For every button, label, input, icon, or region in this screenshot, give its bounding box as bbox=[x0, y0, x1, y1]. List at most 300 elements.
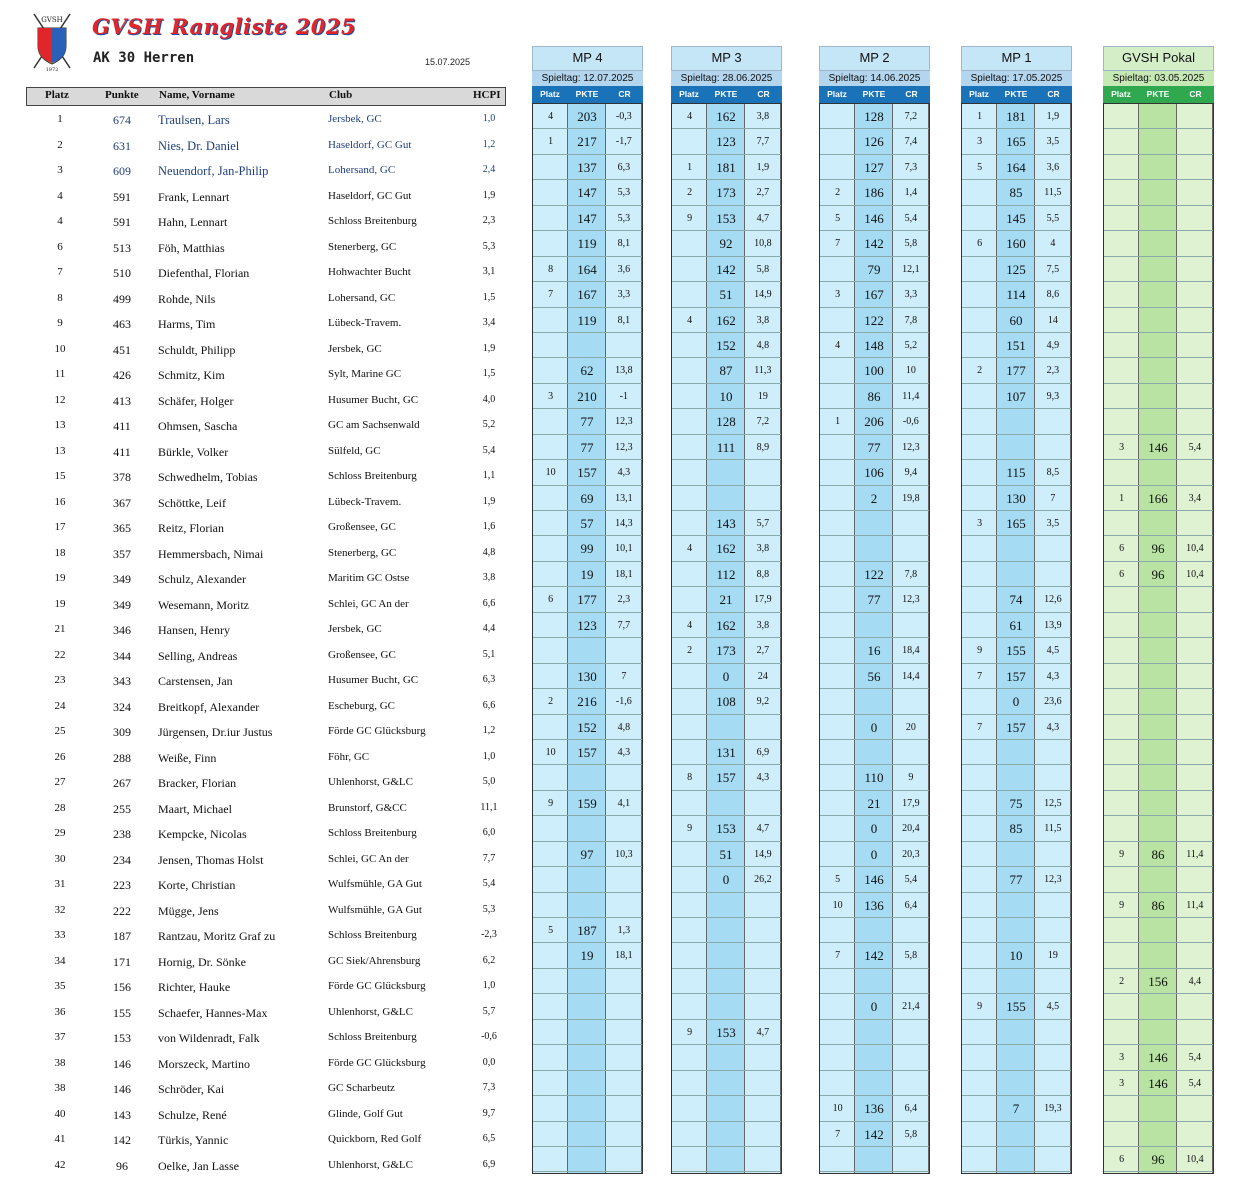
event-row bbox=[1104, 791, 1213, 816]
event-pkte-cell: 167 bbox=[577, 287, 597, 303]
event-platz-cell bbox=[962, 740, 997, 764]
event-pkte-cell: 156 bbox=[1148, 973, 1168, 989]
event-platz-cell bbox=[533, 486, 568, 510]
event-cr-cell: 19,8 bbox=[902, 492, 920, 504]
event-platz-cell bbox=[1104, 384, 1139, 408]
event-platz-cell bbox=[962, 816, 997, 840]
event-platz-cell bbox=[962, 587, 997, 611]
event-row bbox=[820, 994, 929, 1019]
event-platz-cell bbox=[962, 842, 997, 866]
event-row bbox=[533, 231, 642, 256]
event-platz-cell: 2 bbox=[1119, 975, 1125, 987]
hcpi-cell: 3,4 bbox=[482, 317, 496, 328]
event-cr-cell: 10 bbox=[905, 365, 916, 377]
event-cr-cell: 20 bbox=[905, 721, 916, 733]
event-cr-cell: 11,5 bbox=[1044, 187, 1062, 199]
event-row bbox=[672, 511, 781, 536]
event-cr-cell: 7,4 bbox=[904, 136, 918, 148]
col-hcpi-header: HCPI bbox=[473, 89, 501, 101]
player-name-cell: Reitz, Florian bbox=[158, 521, 224, 535]
event-pkte-cell: 162 bbox=[716, 541, 736, 557]
event-row bbox=[820, 867, 929, 892]
event-row bbox=[962, 943, 1071, 968]
player-name-cell: Weiße, Finn bbox=[158, 750, 217, 765]
event-row bbox=[672, 842, 781, 867]
player-name-cell: Hornig, Dr. Sönke bbox=[158, 954, 246, 969]
event-row bbox=[962, 409, 1071, 434]
event-cr-cell bbox=[893, 1147, 929, 1171]
event-row bbox=[1104, 358, 1213, 383]
event-row bbox=[533, 918, 642, 943]
event-pkte-cell bbox=[1139, 715, 1176, 739]
event-row bbox=[962, 791, 1071, 816]
event-row bbox=[533, 1096, 642, 1121]
table-row bbox=[26, 133, 506, 159]
event-cr-cell: 8,5 bbox=[1046, 467, 1060, 479]
event-pkte-cell bbox=[997, 893, 1034, 917]
event-row bbox=[962, 1045, 1071, 1070]
event-platz-cell bbox=[672, 1096, 707, 1120]
event-pkte-cell: 126 bbox=[864, 134, 884, 150]
event-cr-cell bbox=[1177, 740, 1213, 764]
event-pkte-cell bbox=[1139, 791, 1176, 815]
event-pkte-cell bbox=[1139, 206, 1176, 230]
subcol-pkte-header: PKTE bbox=[1004, 89, 1028, 99]
event-row bbox=[820, 308, 929, 333]
event-pkte-cell bbox=[707, 1071, 744, 1095]
event-cr-cell: 2,7 bbox=[756, 187, 770, 199]
club-cell: Maritim GC Ostse bbox=[328, 572, 410, 584]
event-cr-cell bbox=[1177, 689, 1213, 713]
club-cell: Uhlenhorst, G&LC bbox=[328, 1005, 413, 1018]
event-row bbox=[962, 129, 1071, 154]
points-cell: 513 bbox=[113, 240, 131, 255]
event-pkte-cell: 114 bbox=[1006, 287, 1026, 303]
club-cell: Jersbek, GC bbox=[328, 623, 382, 635]
event-platz-cell: 1 bbox=[548, 136, 554, 148]
event-pkte-cell: 125 bbox=[1006, 261, 1026, 277]
event-platz-cell bbox=[1104, 333, 1139, 357]
event-cr-cell bbox=[606, 1096, 642, 1120]
event-row bbox=[962, 969, 1071, 994]
hcpi-cell: 1,0 bbox=[482, 980, 496, 991]
event-platz-cell bbox=[672, 1045, 707, 1069]
event-row bbox=[1104, 1020, 1213, 1045]
event-cr-cell bbox=[1035, 435, 1071, 459]
event-pkte-cell: 0 bbox=[870, 821, 878, 837]
rank-cell: 23 bbox=[54, 674, 66, 686]
event-cr-cell: 18,1 bbox=[615, 568, 633, 580]
event-cr-cell: 7,8 bbox=[904, 314, 918, 326]
event-pkte-cell: 77 bbox=[867, 439, 881, 455]
table-row bbox=[26, 260, 506, 286]
rank-cell: 31 bbox=[54, 878, 66, 890]
rank-cell: 40 bbox=[54, 1107, 66, 1120]
event-cr-cell: 12,3 bbox=[902, 441, 920, 453]
table-row bbox=[26, 592, 506, 618]
event-cr-cell: 20,4 bbox=[902, 823, 920, 835]
event-row bbox=[962, 1020, 1071, 1045]
event-pkte-cell: 86 bbox=[1151, 897, 1165, 913]
player-name-cell: Schwedhelm, Tobias bbox=[158, 470, 258, 484]
event-cr-cell bbox=[745, 943, 781, 967]
event-platz-cell: 4 bbox=[687, 314, 693, 326]
event-row bbox=[672, 740, 781, 765]
points-cell: 510 bbox=[113, 266, 131, 280]
hcpi-cell: 5,2 bbox=[482, 419, 496, 430]
event-platz-cell bbox=[1104, 511, 1139, 535]
event-cr-cell: 1,9 bbox=[756, 161, 770, 173]
event-cr-cell: 4,7 bbox=[756, 1026, 770, 1038]
event-pkte-cell bbox=[1139, 129, 1176, 153]
event-cr-cell bbox=[1035, 740, 1071, 764]
club-cell: Stenerberg, GC bbox=[328, 546, 397, 559]
hcpi-cell: 6,2 bbox=[482, 954, 496, 966]
event-pkte-cell bbox=[1139, 664, 1176, 688]
event-cr-cell bbox=[1035, 969, 1071, 993]
event-pkte-cell: 165 bbox=[1006, 516, 1026, 531]
player-name-cell: Nies, Dr. Daniel bbox=[158, 138, 240, 153]
rank-cell: 36 bbox=[54, 1005, 66, 1018]
points-cell: 288 bbox=[113, 750, 131, 765]
club-cell: Escheburg, GC bbox=[328, 699, 396, 712]
event-pkte-cell: 153 bbox=[716, 210, 736, 226]
event-row bbox=[962, 511, 1071, 536]
points-cell: 324 bbox=[113, 699, 131, 714]
event-pkte-cell: 157 bbox=[577, 744, 597, 760]
table-row bbox=[26, 337, 506, 363]
event-row bbox=[533, 409, 642, 434]
event-row bbox=[1104, 638, 1213, 663]
event-platz-cell bbox=[672, 867, 707, 891]
event-row bbox=[1104, 333, 1213, 358]
points-cell: 674 bbox=[113, 113, 131, 127]
event-platz-cell: 7 bbox=[835, 1128, 841, 1140]
event-platz-cell bbox=[962, 409, 997, 433]
event-platz-cell bbox=[533, 1045, 568, 1069]
event-row bbox=[820, 715, 929, 740]
event-cr-cell: 5,4 bbox=[1188, 1052, 1202, 1064]
event-row bbox=[533, 1122, 642, 1147]
subcol-pkte-header: PKTE bbox=[862, 89, 886, 99]
hcpi-cell: 7,3 bbox=[482, 1082, 496, 1093]
table-row bbox=[26, 770, 506, 796]
event-row bbox=[533, 384, 642, 409]
rank-cell: 38 bbox=[54, 1082, 66, 1094]
event-cr-cell: 3,5 bbox=[1046, 518, 1060, 529]
event-pkte-cell bbox=[1139, 231, 1176, 255]
event-platz-cell: 10 bbox=[832, 899, 843, 911]
event-cr-cell: 12,3 bbox=[615, 441, 633, 453]
event-cr-cell bbox=[1177, 816, 1213, 840]
event-spieltag: Spieltag: 03.05.2025 bbox=[1103, 71, 1214, 86]
event-cr-cell bbox=[745, 1045, 781, 1069]
event-pkte-cell: 10 bbox=[719, 388, 733, 404]
event-pkte-cell bbox=[707, 969, 744, 993]
event-pkte-cell: 122 bbox=[864, 312, 884, 328]
event-pkte-cell bbox=[1139, 867, 1176, 891]
club-cell: Lohersand, GC bbox=[328, 291, 396, 304]
event-pkte-cell: 56 bbox=[867, 668, 881, 684]
rank-cell: 9 bbox=[57, 317, 63, 329]
rank-cell: 15 bbox=[54, 470, 66, 482]
event-cr-cell: 8,1 bbox=[617, 314, 631, 326]
player-name-cell: Morszeck, Martino bbox=[158, 1056, 250, 1071]
points-cell: 378 bbox=[113, 470, 131, 484]
player-name-cell: Kempcke, Nicolas bbox=[158, 827, 247, 841]
event-row bbox=[533, 155, 642, 180]
event-platz-cell: 4 bbox=[687, 543, 693, 555]
event-row bbox=[1104, 765, 1213, 790]
event-row bbox=[820, 1096, 929, 1121]
event-cr-cell: 14 bbox=[1047, 314, 1058, 326]
table-row bbox=[26, 1102, 506, 1128]
event-row bbox=[820, 435, 929, 460]
event-cr-cell: 5,8 bbox=[756, 263, 770, 275]
club-cell: Sülfeld, GC bbox=[328, 444, 381, 457]
event-platz-cell: 3 bbox=[1119, 441, 1125, 453]
event-platz-cell bbox=[533, 308, 568, 332]
event-pkte-cell: 127 bbox=[864, 159, 884, 175]
event-platz-cell bbox=[672, 918, 707, 942]
event-row bbox=[672, 435, 781, 460]
event-pkte-cell: 142 bbox=[864, 236, 884, 252]
event-pkte-cell: 217 bbox=[577, 134, 597, 150]
event-platz-cell: 9 bbox=[1119, 899, 1125, 911]
event-platz-cell bbox=[820, 994, 855, 1018]
table-row bbox=[26, 566, 506, 592]
hcpi-cell: 11,1 bbox=[480, 801, 498, 813]
event-cr-cell bbox=[1035, 1071, 1071, 1095]
player-name-cell: Hahn, Lennart bbox=[158, 215, 228, 229]
club-cell: Jersbek, GC bbox=[328, 113, 382, 125]
event-platz-cell bbox=[962, 486, 997, 510]
hcpi-cell: 6,5 bbox=[482, 1133, 496, 1144]
event-pkte-cell bbox=[707, 893, 744, 917]
rank-cell: 32 bbox=[54, 903, 66, 916]
event-platz-cell bbox=[533, 536, 568, 560]
event-cr-cell: 5,2 bbox=[904, 339, 918, 351]
event-cr-cell: 2,7 bbox=[756, 645, 770, 657]
event-pkte-cell bbox=[568, 994, 605, 1018]
table-row bbox=[26, 413, 506, 439]
club-cell: Haseldorf, GC Gut bbox=[328, 138, 412, 151]
event-platz-cell bbox=[533, 969, 568, 993]
club-cell: Förde GC Glücksburg bbox=[328, 980, 426, 992]
subcol-pkte-header: PKTE bbox=[575, 89, 599, 99]
event-pkte-cell: 77 bbox=[580, 414, 594, 430]
points-cell: 171 bbox=[113, 954, 131, 969]
event-title: MP 2 bbox=[819, 46, 930, 71]
event-cr-cell: 8,9 bbox=[756, 441, 770, 453]
event-cr-cell bbox=[606, 333, 642, 357]
table-row bbox=[26, 286, 506, 312]
points-cell: 357 bbox=[113, 546, 131, 561]
event-platz-cell bbox=[962, 257, 997, 281]
event-row bbox=[962, 638, 1071, 663]
event-cr-cell: 5,7 bbox=[756, 518, 770, 529]
rank-cell: 41 bbox=[54, 1133, 66, 1145]
club-cell: Lübeck-Travem. bbox=[328, 495, 402, 508]
event-cr-cell: 4,3 bbox=[1046, 670, 1060, 682]
player-name-cell: Türkis, Yannic bbox=[158, 1133, 229, 1147]
event-pkte-cell: 0 bbox=[722, 668, 730, 684]
event-pkte-cell bbox=[997, 409, 1034, 433]
club-cell: Schloss Breitenburg bbox=[328, 215, 417, 227]
event-platz-cell: 7 bbox=[548, 289, 554, 301]
event-platz-cell bbox=[1104, 587, 1139, 611]
event-pkte-cell bbox=[1139, 943, 1176, 967]
player-name-cell: Frank, Lennart bbox=[158, 189, 230, 204]
event-cr-cell: 6,4 bbox=[904, 899, 918, 911]
event-row bbox=[533, 333, 642, 358]
points-cell: 413 bbox=[113, 393, 131, 408]
event-row bbox=[820, 104, 929, 129]
event-row bbox=[962, 613, 1071, 638]
event-platz-cell bbox=[820, 765, 855, 789]
event-pkte-cell: 148 bbox=[864, 337, 884, 353]
event-pkte-cell: 21 bbox=[719, 592, 733, 608]
event-platz-cell: 6 bbox=[548, 594, 554, 606]
event-platz-cell bbox=[1104, 1020, 1139, 1044]
event-cr-cell: 24 bbox=[757, 670, 768, 682]
event-cr-cell bbox=[606, 1122, 642, 1146]
event-pkte-cell: 153 bbox=[716, 1024, 736, 1040]
event-cr-cell bbox=[745, 486, 781, 510]
points-cell: 591 bbox=[113, 215, 131, 229]
event-platz-cell: 3 bbox=[835, 289, 841, 301]
event-cr-cell: 5,4 bbox=[1188, 441, 1202, 453]
hcpi-cell: 5,3 bbox=[482, 903, 496, 915]
subcol-cr-header: CR bbox=[618, 89, 631, 99]
event-pkte-cell bbox=[855, 1020, 892, 1044]
event-platz-cell bbox=[672, 715, 707, 739]
event-pkte-cell bbox=[1139, 308, 1176, 332]
hcpi-cell: 4,8 bbox=[482, 546, 496, 558]
event-row bbox=[962, 460, 1071, 485]
event-cr-cell: 3,5 bbox=[1046, 136, 1060, 148]
event-row bbox=[820, 257, 929, 282]
event-platz-cell bbox=[820, 969, 855, 993]
event-platz-cell bbox=[1104, 180, 1139, 204]
event-row bbox=[533, 613, 642, 638]
event-row bbox=[533, 1071, 642, 1096]
event-platz-cell: 4 bbox=[687, 619, 693, 631]
hcpi-cell: 6,9 bbox=[482, 1158, 496, 1170]
event-row bbox=[672, 893, 781, 918]
event-cr-cell bbox=[606, 994, 642, 1018]
event-platz-cell: 1 bbox=[687, 161, 693, 173]
event-pkte-cell bbox=[855, 969, 892, 993]
event-cr-cell: 12,3 bbox=[1044, 874, 1062, 886]
rank-cell: 37 bbox=[54, 1031, 66, 1043]
hcpi-cell: 2,3 bbox=[482, 215, 496, 226]
event-cr-cell: 5,8 bbox=[904, 950, 918, 962]
event-platz-cell: 3 bbox=[1119, 1052, 1125, 1064]
event-pkte-cell: 122 bbox=[864, 566, 884, 582]
report-date: 15.07.2025 bbox=[425, 57, 471, 67]
event-platz-cell bbox=[1104, 613, 1139, 637]
table-row bbox=[26, 719, 506, 745]
ranking-table-body bbox=[26, 107, 506, 1178]
event-platz-cell: 1 bbox=[977, 111, 983, 122]
event-platz-cell bbox=[672, 358, 707, 382]
event-cr-cell: 4,8 bbox=[756, 339, 770, 351]
event-pkte-cell: 146 bbox=[864, 210, 884, 226]
event-row bbox=[533, 867, 642, 892]
hcpi-cell: 3,1 bbox=[482, 266, 496, 277]
event-pkte-cell: 0 bbox=[870, 846, 878, 862]
event-cr-cell: 14,9 bbox=[754, 289, 772, 301]
event-pkte-cell: 145 bbox=[1006, 210, 1026, 226]
club-cell: Schloss Breitenburg bbox=[328, 827, 417, 839]
event-pkte-cell: 106 bbox=[864, 465, 884, 481]
event-row bbox=[672, 613, 781, 638]
event-platz-cell bbox=[1104, 867, 1139, 891]
event-row bbox=[1104, 613, 1213, 638]
event-pkte-cell bbox=[568, 1020, 605, 1044]
event-pkte-cell: 0 bbox=[870, 719, 878, 735]
event-row bbox=[820, 842, 929, 867]
event-row bbox=[1104, 231, 1213, 256]
table-row bbox=[26, 617, 506, 643]
event-row bbox=[820, 893, 929, 918]
event-cr-cell bbox=[1035, 1122, 1071, 1146]
event-row bbox=[962, 842, 1071, 867]
event-cr-cell: 7,7 bbox=[617, 619, 631, 631]
points-cell: 223 bbox=[113, 878, 131, 892]
event-platz-cell bbox=[820, 511, 855, 535]
event-cr-cell bbox=[606, 867, 642, 891]
event-platz-cell bbox=[962, 282, 997, 306]
player-name-cell: Breitkopf, Alexander bbox=[158, 699, 260, 714]
event-row bbox=[672, 562, 781, 587]
event-row bbox=[962, 1147, 1071, 1172]
event-pkte-cell: 85 bbox=[1009, 185, 1023, 201]
event-cr-cell: 7,3 bbox=[904, 161, 918, 173]
club-cell: Förde GC Glücksburg bbox=[328, 1056, 426, 1069]
club-cell: GC Siek/Ahrensburg bbox=[328, 954, 421, 967]
event-row bbox=[533, 689, 642, 714]
event-row bbox=[672, 664, 781, 689]
event-row bbox=[1104, 129, 1213, 154]
event-pkte-cell: 162 bbox=[716, 617, 736, 633]
rank-cell: 7 bbox=[57, 266, 63, 278]
event-pkte-cell: 19 bbox=[580, 948, 594, 964]
points-cell: 142 bbox=[113, 1133, 131, 1147]
club-cell: Lohersand, GC bbox=[328, 164, 396, 176]
event-platz-cell: 8 bbox=[687, 772, 693, 784]
event-cr-cell: 10,8 bbox=[754, 238, 772, 250]
event-platz-cell bbox=[820, 1045, 855, 1069]
event-platz-cell bbox=[533, 333, 568, 357]
event-pkte-cell bbox=[1139, 511, 1176, 535]
event-pkte-cell: 203 bbox=[577, 109, 597, 124]
points-cell: 255 bbox=[113, 801, 131, 816]
event-row bbox=[1104, 409, 1213, 434]
hcpi-cell: 1,1 bbox=[482, 470, 496, 481]
rank-cell: 28 bbox=[54, 801, 66, 814]
table-row bbox=[26, 388, 506, 414]
event-cr-cell: 18,1 bbox=[615, 950, 633, 962]
event-cr-cell: 4,1 bbox=[617, 797, 631, 809]
event-platz-cell: 6 bbox=[1119, 568, 1125, 580]
event-row bbox=[962, 104, 1071, 129]
event-platz-cell: 5 bbox=[977, 161, 983, 173]
event-row bbox=[820, 358, 929, 383]
event-platz-cell: 9 bbox=[977, 1001, 983, 1013]
event-row bbox=[672, 180, 781, 205]
